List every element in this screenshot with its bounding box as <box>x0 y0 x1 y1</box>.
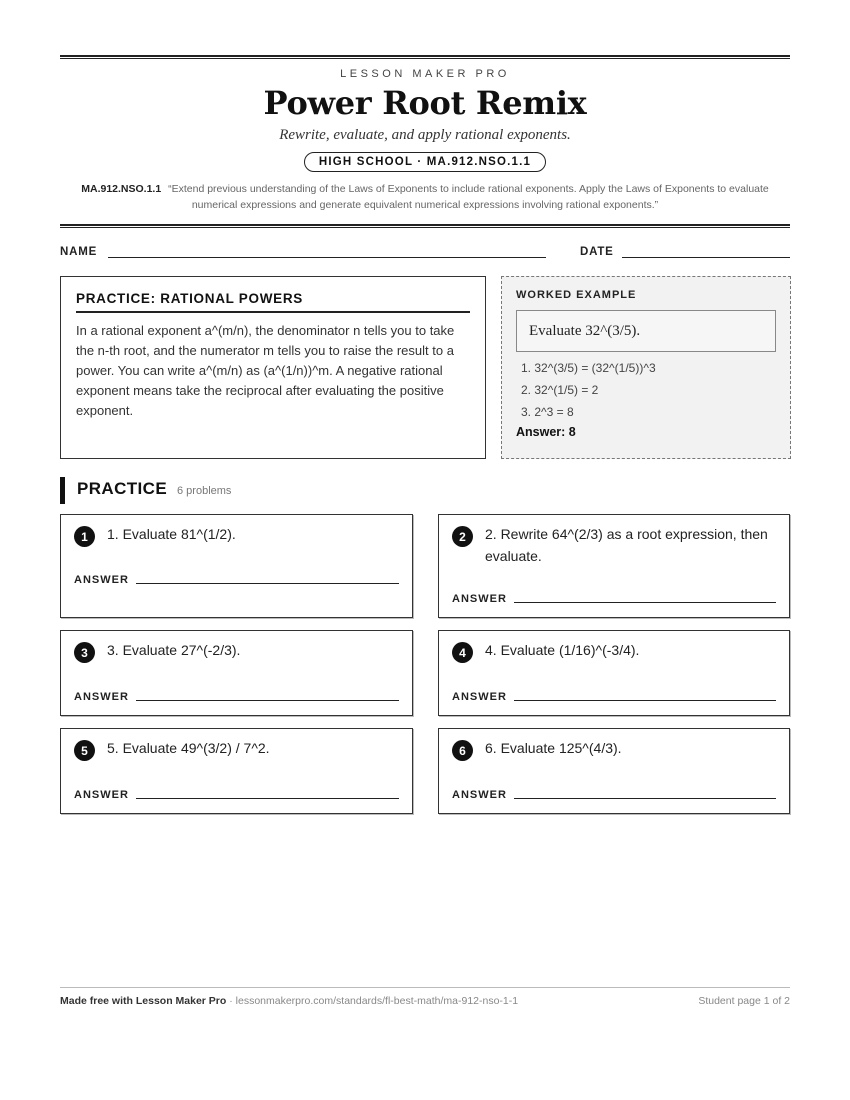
grade-badge-wrap <box>0 152 850 172</box>
worked-example-answer: Answer: 8 <box>516 425 576 439</box>
standard-code: MA.912.NSO.1.1 <box>81 183 162 195</box>
problem-number-badge: 6 <box>452 740 473 761</box>
standard-text: “Extend previous understanding of the Laws of Exponents to include rational exponents. Apply the Laws of Exponents to evaluate numerical expressions and generate equivalent numerical expressions involving rational exponents.” <box>168 183 769 211</box>
answer-line[interactable] <box>136 798 399 799</box>
answer-label: ANSWER <box>452 593 507 605</box>
answer-line[interactable] <box>514 798 776 799</box>
problem-text: 3. Evaluate 27^(-2/3). <box>107 642 241 658</box>
answer-line[interactable] <box>514 700 776 701</box>
footer-rule <box>60 987 790 988</box>
date-field-line[interactable] <box>622 257 790 258</box>
grade-standard-badge: HIGH SCHOOL · MA.912.NSO.1.1 <box>304 152 546 172</box>
problem-number-badge: 3 <box>74 642 95 663</box>
problem-number-badge: 5 <box>74 740 95 761</box>
answer-label: ANSWER <box>452 789 507 801</box>
problem-text: 6. Evaluate 125^(4/3). <box>485 740 622 756</box>
problem-card-1 <box>60 514 413 618</box>
worked-example-steps <box>516 357 776 423</box>
answer-label: ANSWER <box>74 789 129 801</box>
page-subtitle: Rewrite, evaluate, and apply rational exponents. <box>279 127 571 143</box>
problem-text: 4. Evaluate (1/16)^(-3/4). <box>485 642 640 658</box>
section-marker <box>60 477 65 504</box>
header-top-rule <box>60 55 790 59</box>
practice-section-title: PRACTICE <box>77 479 168 498</box>
problem-number-badge: 1 <box>74 526 95 547</box>
footer-separator: · <box>226 995 236 1007</box>
name-field-line[interactable] <box>108 257 546 258</box>
problem-card-5 <box>60 728 413 814</box>
worked-example-step: 2. 32^(1/5) = 2 <box>521 383 599 397</box>
problem-card-2 <box>438 514 790 618</box>
problem-text: 2. Rewrite 64^(2/3) as a root expression, then evaluate. <box>485 526 768 564</box>
worked-example-box <box>501 276 791 459</box>
intro-heading: PRACTICE: RATIONAL POWERS <box>76 291 470 313</box>
footer-url[interactable]: lessonmakerpro.com/standards/fl-best-math/ma-912-nso-1-1 <box>235 995 519 1007</box>
date-label: DATE <box>580 246 614 258</box>
footer-page-number: Student page 1 of 2 <box>698 995 790 1007</box>
footer-credit <box>60 995 518 1007</box>
answer-line[interactable] <box>514 602 776 603</box>
worked-example-step: 1. 32^(3/5) = (32^(1/5))^3 <box>521 361 656 375</box>
problem-number-badge: 4 <box>452 642 473 663</box>
worked-example-label: WORKED EXAMPLE <box>516 289 637 301</box>
problem-card-6 <box>438 728 790 814</box>
header-bottom-rule <box>60 224 790 228</box>
problem-card-4 <box>438 630 790 716</box>
page-title: Power Root Remix <box>263 84 587 122</box>
worked-example-problem: Evaluate 32^(3/5). <box>516 310 776 352</box>
brand-label: LESSON MAKER PRO <box>340 68 510 80</box>
problem-text: 5. Evaluate 49^(3/2) / 7^2. <box>107 740 270 756</box>
answer-label: ANSWER <box>74 691 129 703</box>
intro-box <box>60 276 486 459</box>
answer-label: ANSWER <box>452 691 507 703</box>
problem-text: 1. Evaluate 81^(1/2). <box>107 526 236 542</box>
worked-example-step: 3. 2^3 = 8 <box>521 405 574 419</box>
answer-line[interactable] <box>136 700 399 701</box>
answer-line[interactable] <box>136 583 399 584</box>
footer-brand: Made free with Lesson Maker Pro <box>60 995 227 1007</box>
practice-problem-count: 6 problems <box>177 485 232 497</box>
problem-number-badge: 2 <box>452 526 473 547</box>
intro-body: In a rational exponent a^(m/n), the denominator n tells you to take the n-th root, and the numerator m tells you to raise the result to a power. You can write a^(m/n) as (a^(1/n))^m. A negative rational exponent means take the reciprocal after evaluating the positive exponent. <box>76 323 455 418</box>
standard-description <box>70 181 780 213</box>
answer-label: ANSWER <box>74 574 129 586</box>
problem-card-3 <box>60 630 413 716</box>
name-label: NAME <box>60 246 98 258</box>
